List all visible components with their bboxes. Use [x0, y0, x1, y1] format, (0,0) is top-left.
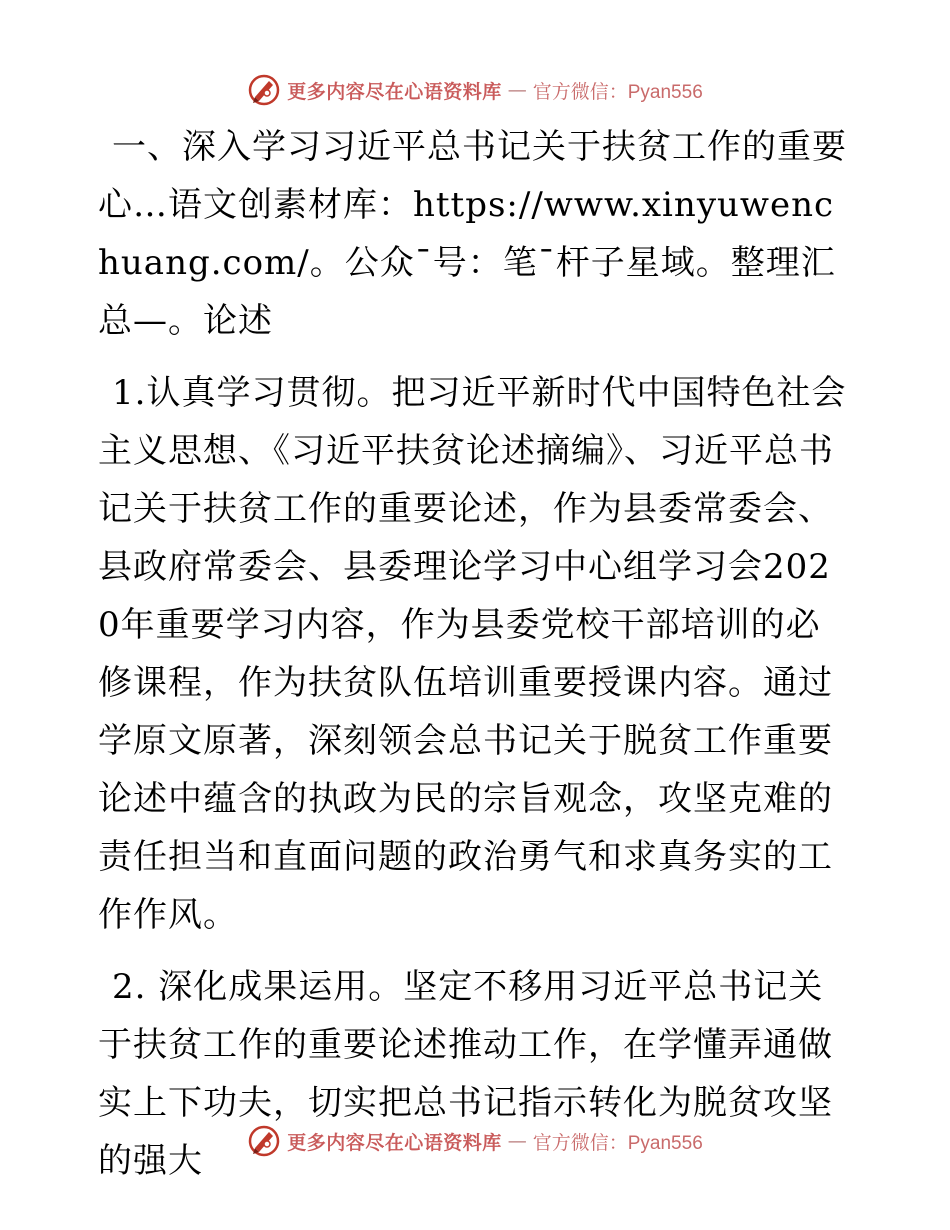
brand-logo-icon	[247, 73, 281, 107]
section-heading: 一、深入学习习近平总书记关于扶贫工作的重要心…语文创素材库：https://www.xinyuwenchuang.com/。公众¯号：笔¯杆子星域。整理汇总—。论述	[98, 127, 847, 341]
footer-banner	[0, 1121, 950, 1161]
banner-dash: —	[507, 79, 527, 101]
banner-wechat-text: 官方微信：Pyan556	[532, 81, 703, 103]
brand-logo-icon	[247, 1124, 281, 1158]
list-item: 2. 深化成果运用。坚定不移用习近平总书记关于扶贫工作的重要论述推动工作，在学懂弄通做实上下功夫，切实把总书记指示转化为脱贫攻坚的强大	[98, 967, 833, 1181]
banner-brand-text: 更多内容尽在心语资料库	[287, 81, 502, 103]
header-banner	[0, 70, 950, 110]
document-body	[98, 118, 850, 1204]
banner-dash: —	[507, 1130, 527, 1152]
list-item: 1.认真学习贯彻。把习近平新时代中国特色社会主义思想、《习近平扶贫论述摘编》、习近平总书记关于扶贫工作的重要论述，作为县委常委会、县政府常委会、县委理论学习中心组学习会2020年重要学习内容，作为县委党校干部培训的必修课程，作为扶贫队伍培训重要授课内容。通过学原文原著，深刻领会总书记关于脱贫工作重要论述中蕴含的执政为民的宗旨观念，攻坚克难的责任担当和直面问题的政治勇气和求真务实的工作作风。	[98, 373, 847, 935]
banner-wechat-text: 官方微信：Pyan556	[532, 1132, 703, 1154]
banner-brand-text: 更多内容尽在心语资料库	[287, 1132, 502, 1154]
